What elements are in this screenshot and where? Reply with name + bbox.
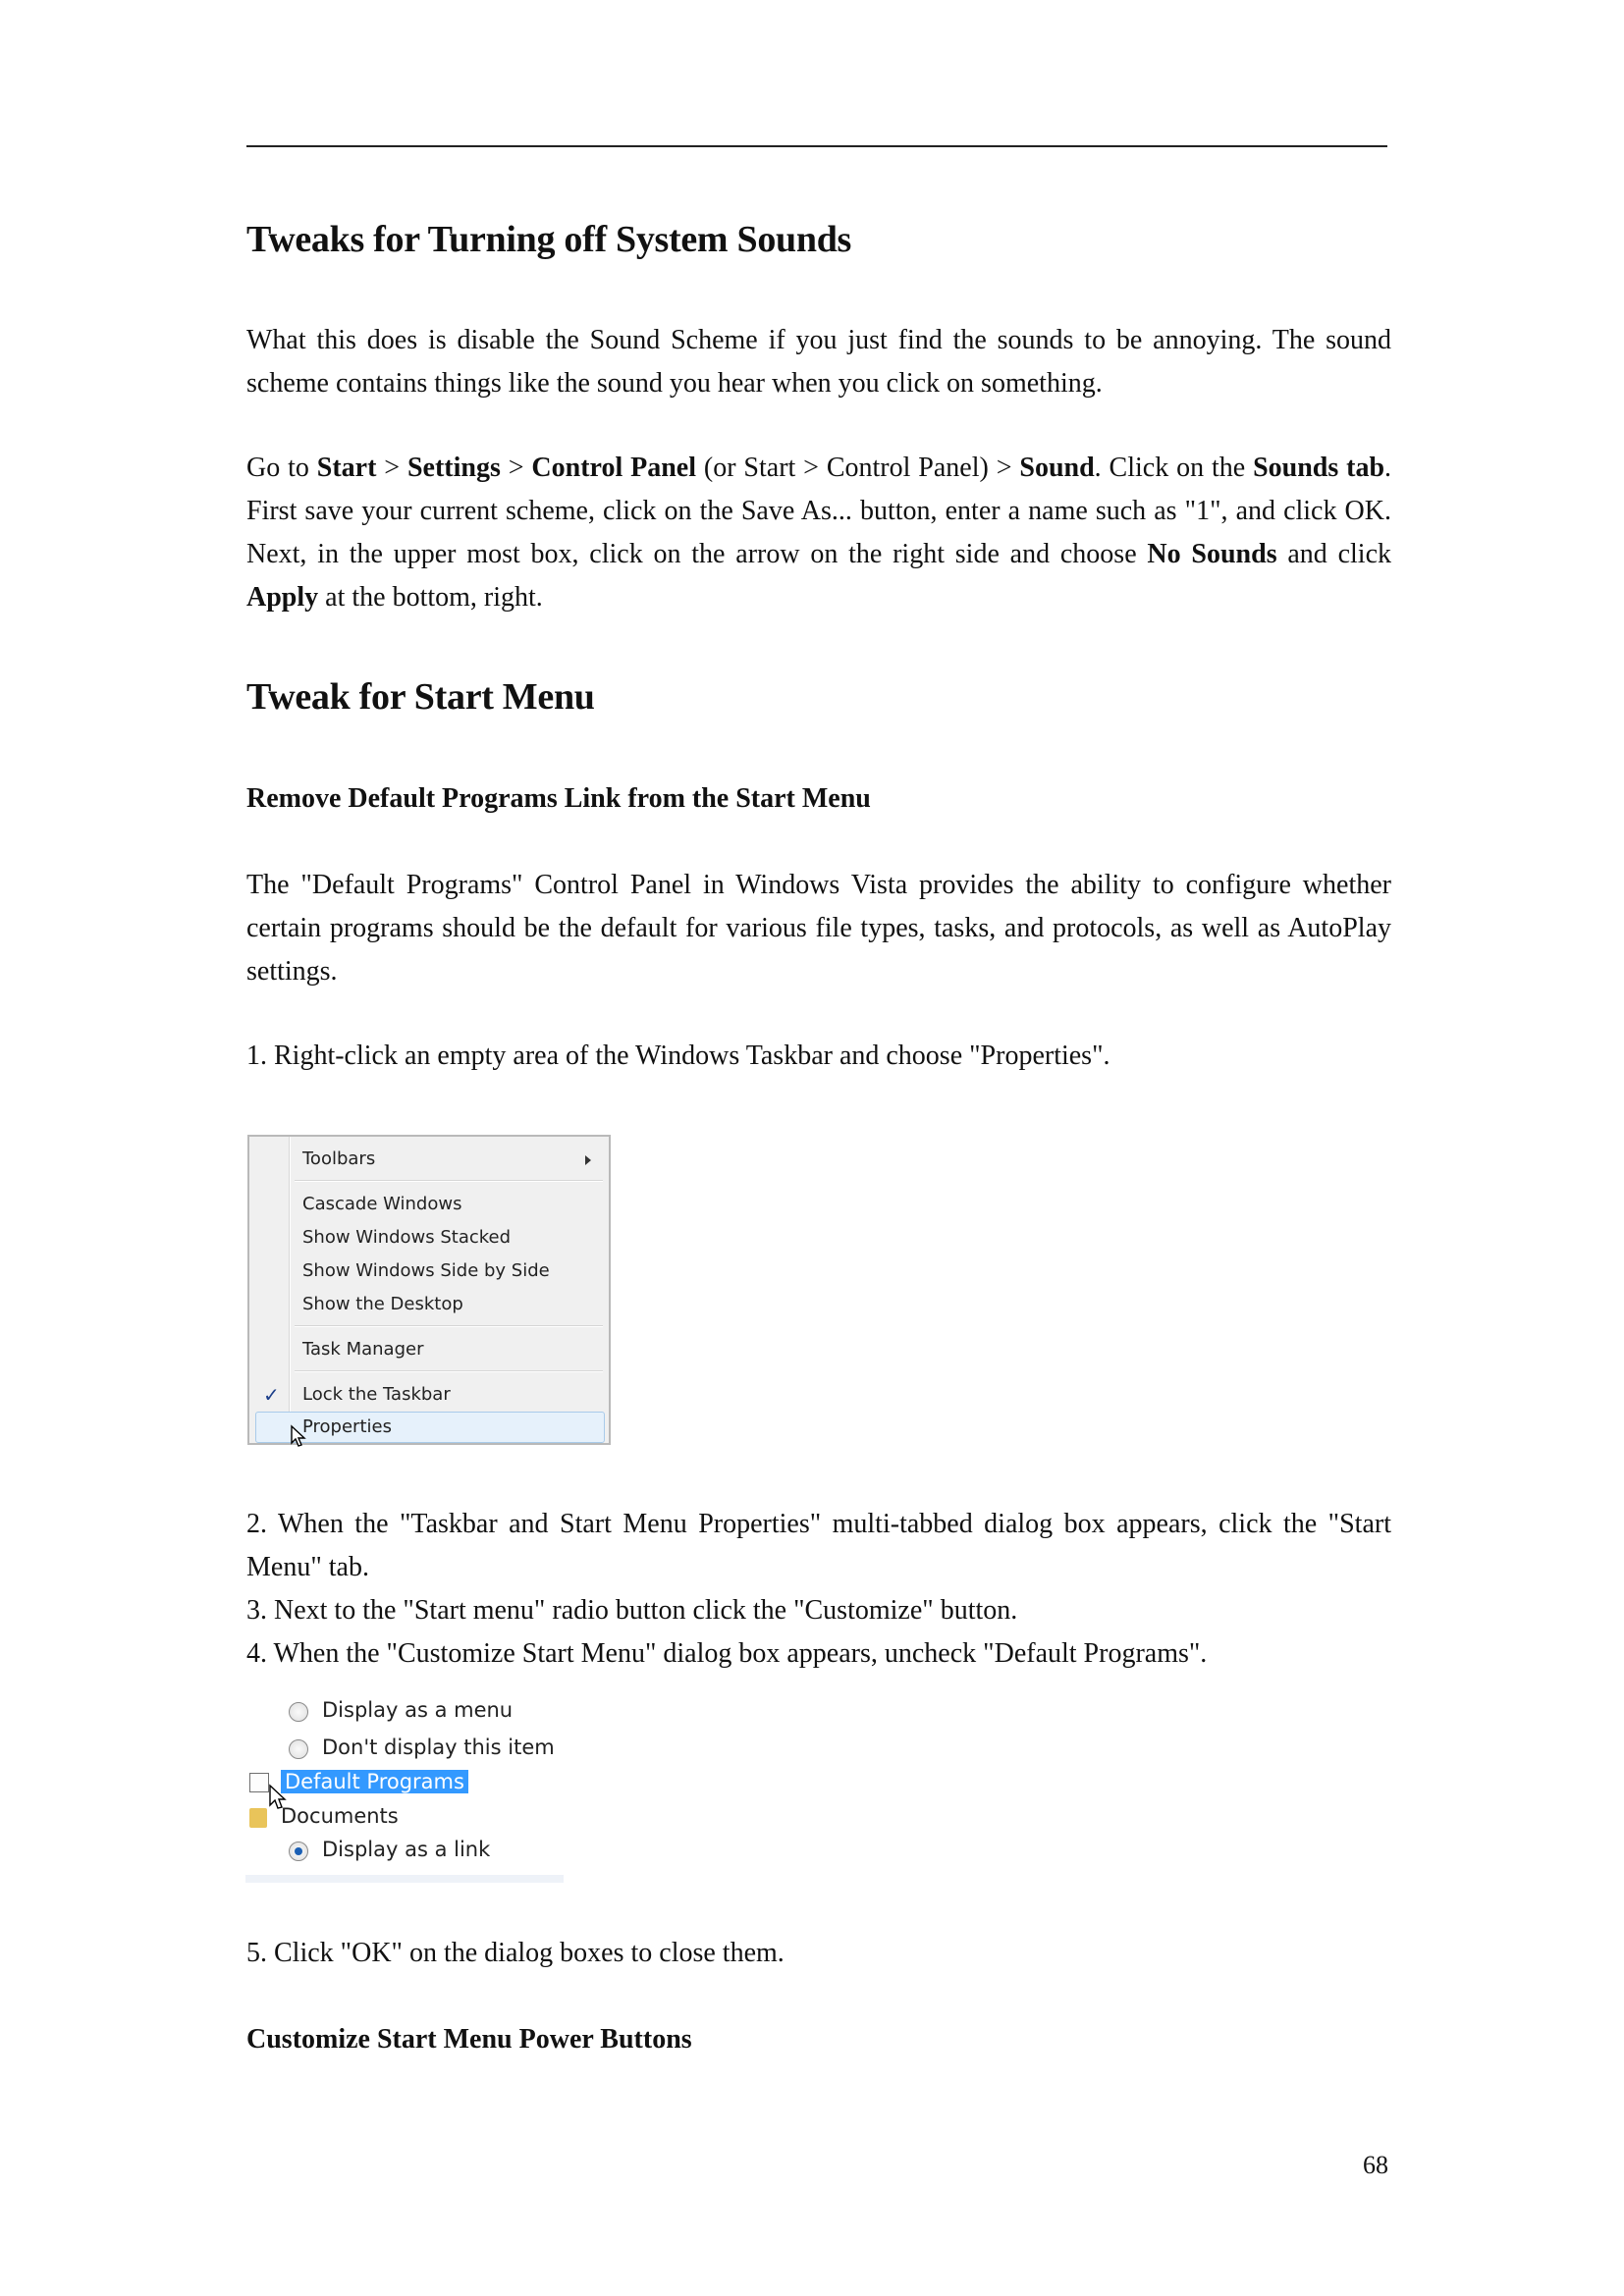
menu-gutter-highlight xyxy=(290,1137,291,1443)
option-display-as-link-label: Display as a link xyxy=(322,1838,491,1861)
step-4: 4. When the "Customize Start Menu" dialog box appears, uncheck "Default Programs". xyxy=(246,1638,1208,1669)
paragraph-sound-scheme: What this does is disable the Sound Scheme if you just find the sounds to be annoying. The sound scheme contains things like the sound you hear when you click on something. xyxy=(246,325,1391,399)
subheading-power-buttons: Customize Start Menu Power Buttons xyxy=(246,2024,692,2055)
paragraph-sound-steps: Go to Start > Settings > Control Panel (or Start > Control Panel) > Sound. Click on the Sounds tab. First save your current scheme, click on the Save As... button, enter a name such as "1", and click OK. Next, in the upper most box, click on the arrow on the right side and choose No Sounds and click Apply at the bottom, right. xyxy=(246,453,1392,613)
option-dont-display-label: Don't display this item xyxy=(322,1735,555,1759)
menu-separator xyxy=(295,1180,603,1182)
page-number: 68 xyxy=(1363,2151,1388,2179)
radio-display-as-link[interactable] xyxy=(289,1842,308,1861)
menu-item-cascade-windows[interactable]: Cascade Windows xyxy=(302,1194,462,1214)
step-3: 3. Next to the "Start menu" radio button click the "Customize" button. xyxy=(246,1595,1018,1626)
radio-dont-display[interactable] xyxy=(289,1739,308,1759)
menu-separator xyxy=(295,1325,603,1327)
menu-item-lock-taskbar[interactable]: Lock the Taskbar xyxy=(302,1384,451,1405)
submenu-arrow-icon xyxy=(585,1155,591,1165)
check-icon: ✓ xyxy=(263,1383,280,1407)
menu-item-show-windows-stacked[interactable]: Show Windows Stacked xyxy=(302,1227,512,1248)
section-heading-system-sounds: Tweaks for Turning off System Sounds xyxy=(246,219,852,260)
taskbar-context-menu-screenshot xyxy=(247,1135,611,1445)
menu-item-show-windows-side-by-side[interactable]: Show Windows Side by Side xyxy=(302,1260,550,1281)
customize-start-menu-screenshot xyxy=(245,1698,564,1883)
mouse-cursor-icon xyxy=(269,1785,289,1810)
menu-item-toolbars[interactable] xyxy=(302,1145,609,1174)
menu-separator xyxy=(295,1370,603,1372)
screenshot-bottom-edge xyxy=(245,1875,564,1883)
step-1: 1. Right-click an empty area of the Windows Taskbar and choose "Properties". xyxy=(246,1041,1110,1071)
menu-item-label: Toolbars xyxy=(302,1148,376,1169)
header-rule xyxy=(246,145,1387,147)
option-default-programs-label xyxy=(281,1768,468,1795)
mouse-cursor-icon xyxy=(291,1425,308,1447)
menu-item-properties[interactable]: Properties xyxy=(302,1416,392,1437)
menu-item-task-manager[interactable]: Task Manager xyxy=(302,1339,424,1360)
step-5: 5. Click "OK" on the dialog boxes to close them. xyxy=(246,1938,785,1968)
radio-display-as-menu[interactable] xyxy=(289,1702,308,1722)
selected-item-default-programs[interactable]: Default Programs xyxy=(281,1770,468,1793)
step-2: 2. When the "Taskbar and Start Menu Properties" multi-tabbed dialog box appears, click the "Start Menu" tab. xyxy=(246,1509,1391,1582)
section-heading-start-menu: Tweak for Start Menu xyxy=(246,676,595,718)
radio-selected-dot xyxy=(295,1847,302,1855)
folder-icon xyxy=(249,1808,267,1828)
paragraph-default-programs-intro: The "Default Programs" Control Panel in Windows Vista provides the ability to configure whether certain programs should be the default for various file types, tasks, and protocols, as well as AutoPlay settings. xyxy=(246,870,1391,987)
subheading-remove-default-programs: Remove Default Programs Link from the Start Menu xyxy=(246,783,871,814)
checkbox-default-programs[interactable] xyxy=(249,1773,269,1792)
menu-item-show-desktop[interactable]: Show the Desktop xyxy=(302,1294,463,1314)
option-display-as-menu-partial: Display as a menu xyxy=(322,1698,514,1722)
option-documents-label: Documents xyxy=(281,1804,399,1828)
